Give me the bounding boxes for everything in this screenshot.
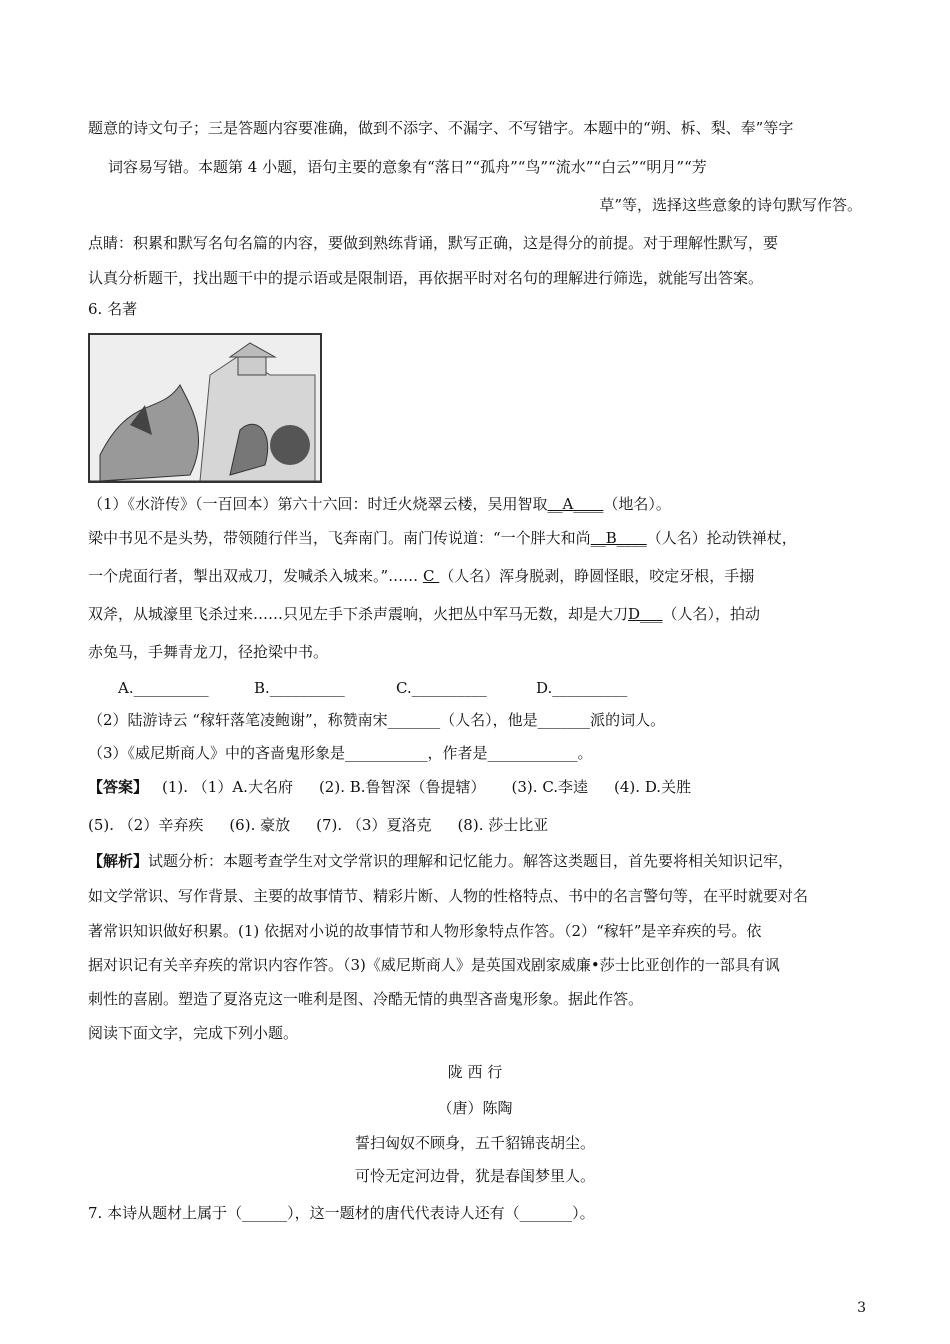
answer-label: 【答案】 [88, 778, 149, 796]
q1-text: 双斧，从城濠里飞杀过来……只见左手下杀声震响，火把丛中军马无数，却是大刀 [88, 605, 629, 623]
blank-a: __A____ [547, 495, 604, 513]
option-d: D.__________ [536, 679, 628, 697]
question-7: 7. 本诗从题材上属于（______），这一题材的唐代代表诗人还有（_______）。 [88, 1204, 595, 1222]
answer-item: (2). B.鲁智深（鲁提辖） [318, 778, 486, 796]
answer-item: (4). D.关胜 [614, 778, 692, 796]
illustration-image [88, 333, 322, 483]
analysis-line-3: 著常识知识做好积累。(1) 依据对小说的故事情节和人物形象特点作答。（2）“稼轩”是辛弃疾的号。依 [88, 922, 762, 940]
poem-verse: 可怜无定河边骨，犹是春闺梦里人。 [354, 1167, 595, 1185]
option-a: A.__________ [118, 679, 209, 697]
question-1-line-3 [88, 566, 868, 586]
question-3: （3）《威尼斯商人》中的吝啬鬼形象是___________，作者是____________。 [88, 744, 593, 762]
blank-b: __B____ [590, 529, 647, 547]
answer-item: (6). 豪放 [229, 816, 291, 834]
question-2: （2）陆游诗云 “稼轩落笔凌鲍谢”，称赞南宋_______（人名），他是_______派的词人。 [88, 711, 666, 729]
q1-text: （1）《水浒传》（一百回本）第六十六回：时迁火烧翠云楼，吴用智取 [88, 495, 548, 513]
text-line: 题意的诗文句子；三是答题内容要准确，做到不添字、不漏字、不写错字。本题中的“朔、柝、梨、奉”等字 [88, 119, 794, 137]
option-c: C.__________ [396, 679, 487, 697]
poem-title: 陇 西 行 [447, 1063, 503, 1081]
q1-text: 梁中书见不是头势，带领随行伴当，飞奔南门。南门传说道：“一个胖大和尚 [88, 529, 591, 547]
blank-d: D___ [628, 605, 663, 623]
analysis-line-2: 如文学常识、写作背景、主要的故事情节、精彩片断、人物的性格特点、书中的名言警句等，在平时就要对名 [88, 887, 809, 905]
answer-item: (8). 莎士比亚 [457, 816, 549, 834]
reading-intro: 阅读下面文字，完成下列小题。 [88, 1024, 299, 1042]
answer-item: (1). （1）A.大名府 [162, 778, 293, 796]
analysis-line-4: 据对识记有关辛弃疾的常识内容作答。（3)《威尼斯商人》是英国戏剧家威廉•莎士比亚创作的一部具有讽 [88, 956, 780, 974]
q1-text: （人名），拍动 [662, 605, 761, 623]
text-line: 认真分析题干，找出题干中的提示语或是限制语，再依据平时对名句的理解进行筛选，就能写出答案。 [88, 269, 764, 287]
page-number: 3 [857, 1300, 866, 1316]
analysis-line-1 [88, 851, 868, 871]
answer-item: (3). C.李逵 [511, 778, 589, 796]
poem-author: （唐）陈陶 [437, 1099, 513, 1117]
analysis-text: 试题分析：本题考查学生对文学常识的理解和记忆能力。解答这类题目，首先要将相关知识记牢， [148, 852, 794, 870]
option-b: B.__________ [254, 679, 345, 697]
text-line: 词容易写错。本题第 4 小题，语句主要的意象有“落日”“孤舟”“鸟”“流水”“白云”“明月”“芳 [108, 158, 707, 176]
answer-item: (7). （3）夏洛克 [316, 816, 432, 834]
text-line: 点睛：积累和默写名句名篇的内容，要做到熟练背诵，默写正确，这是得分的前提。对于理解性默写，要 [88, 234, 779, 252]
q1-text: （人名）抡动铁禅杖， [646, 529, 797, 547]
q1-text: 一个虎面行者，掣出双戒刀，发喊杀入城来。”…… [88, 567, 419, 585]
answer-line-1 [88, 777, 868, 797]
question-1-line-5: 赤兔马，手舞青龙刀，径抢梁中书。 [88, 643, 329, 661]
analysis-line-5: 刺性的喜剧。塑造了夏洛克这一唯利是图、冷酷无情的典型吝啬鬼形象。据此作答。 [88, 990, 644, 1008]
blank-c: C [422, 567, 440, 585]
poem-verse: 誓扫匈奴不顾身，五千貂锦丧胡尘。 [354, 1134, 595, 1152]
question-1-line-1 [88, 494, 868, 514]
answer-line-2 [88, 815, 868, 835]
answer-item: (5). （2）辛弃疾 [88, 816, 204, 834]
question-1-line-4 [88, 604, 868, 624]
section-heading: 6. 名著 [88, 300, 138, 318]
question-1-line-2 [88, 528, 868, 548]
q1-text: （人名）浑身脱剥，睁圆怪眼，咬定牙根，手搦 [439, 567, 755, 585]
q1-text: （地名）。 [603, 495, 671, 513]
text-line: 草”等，选择这些意象的诗句默写作答。 [599, 196, 862, 214]
analysis-label: 【解析】 [88, 852, 149, 870]
